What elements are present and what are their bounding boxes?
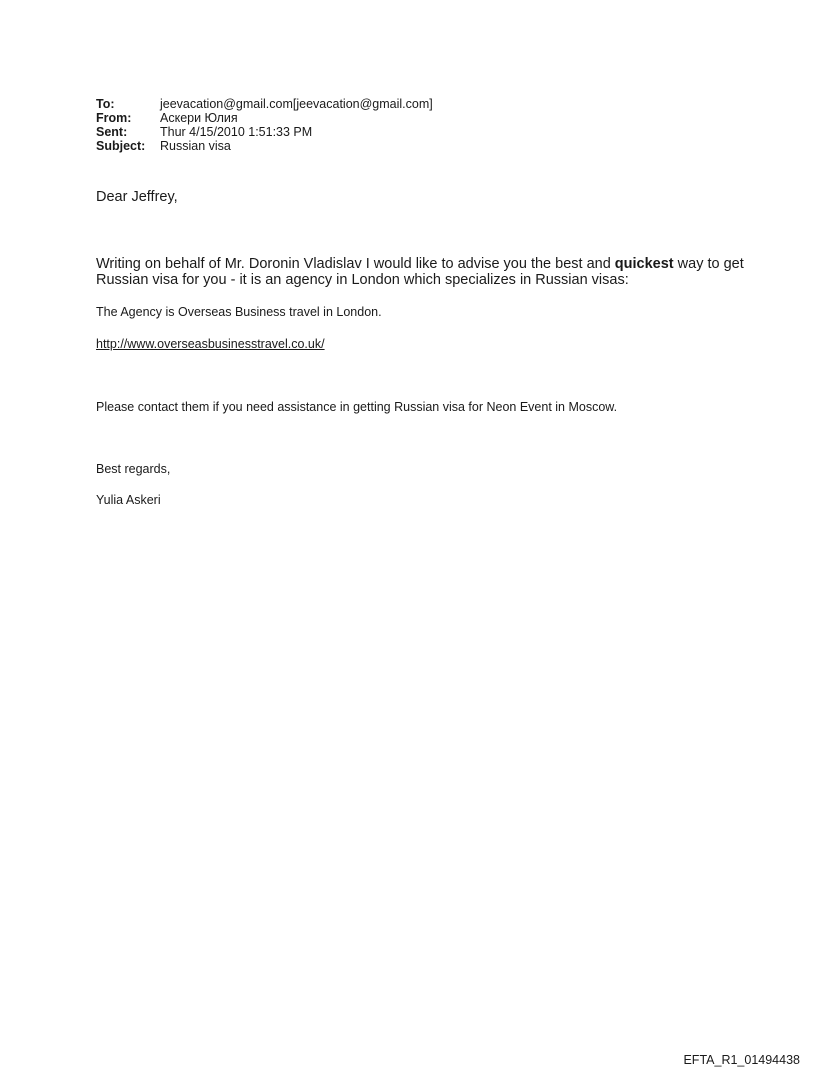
subject-row bbox=[96, 139, 433, 153]
intro-bold-word: quickest bbox=[614, 256, 674, 272]
to-label: To: bbox=[96, 97, 115, 111]
greeting: Dear Jeffrey, bbox=[96, 189, 178, 205]
subject-label: Subject: bbox=[96, 139, 146, 153]
sent-value: Thur 4/15/2010 1:51:33 PM bbox=[160, 125, 313, 139]
contact-line: Please contact them if you need assistance in getting Russian visa for Neon Event in Moscow. bbox=[96, 400, 618, 414]
agency-website-link[interactable]: http://www.overseasbusinesstravel.co.uk/ bbox=[96, 337, 325, 351]
sent-row bbox=[96, 125, 433, 139]
from-row bbox=[96, 111, 433, 125]
from-value: Аскери Юлия bbox=[160, 111, 238, 125]
intro-text-start: Writing on behalf of Mr. Doronin Vladislav I would like to advise you the best and bbox=[96, 256, 615, 272]
closing-regards: Best regards, bbox=[96, 462, 171, 476]
intro-paragraph bbox=[96, 256, 746, 288]
to-value: jeevacation@gmail.com[jeevacation@gmail.com] bbox=[160, 97, 433, 111]
from-label: From: bbox=[96, 111, 132, 125]
subject-value: Russian visa bbox=[160, 139, 231, 153]
intro-text-end: way to get Russian visa for you - it is an agency in London which specializes in Russian visas: bbox=[96, 256, 744, 288]
document-id: EFTA_R1_01494438 bbox=[683, 1053, 800, 1067]
signature: Yulia Askeri bbox=[96, 493, 161, 507]
email-header bbox=[96, 97, 433, 153]
agency-line: The Agency is Overseas Business travel in London. bbox=[96, 305, 382, 319]
to-row bbox=[96, 97, 433, 111]
sent-label: Sent: bbox=[96, 125, 128, 139]
